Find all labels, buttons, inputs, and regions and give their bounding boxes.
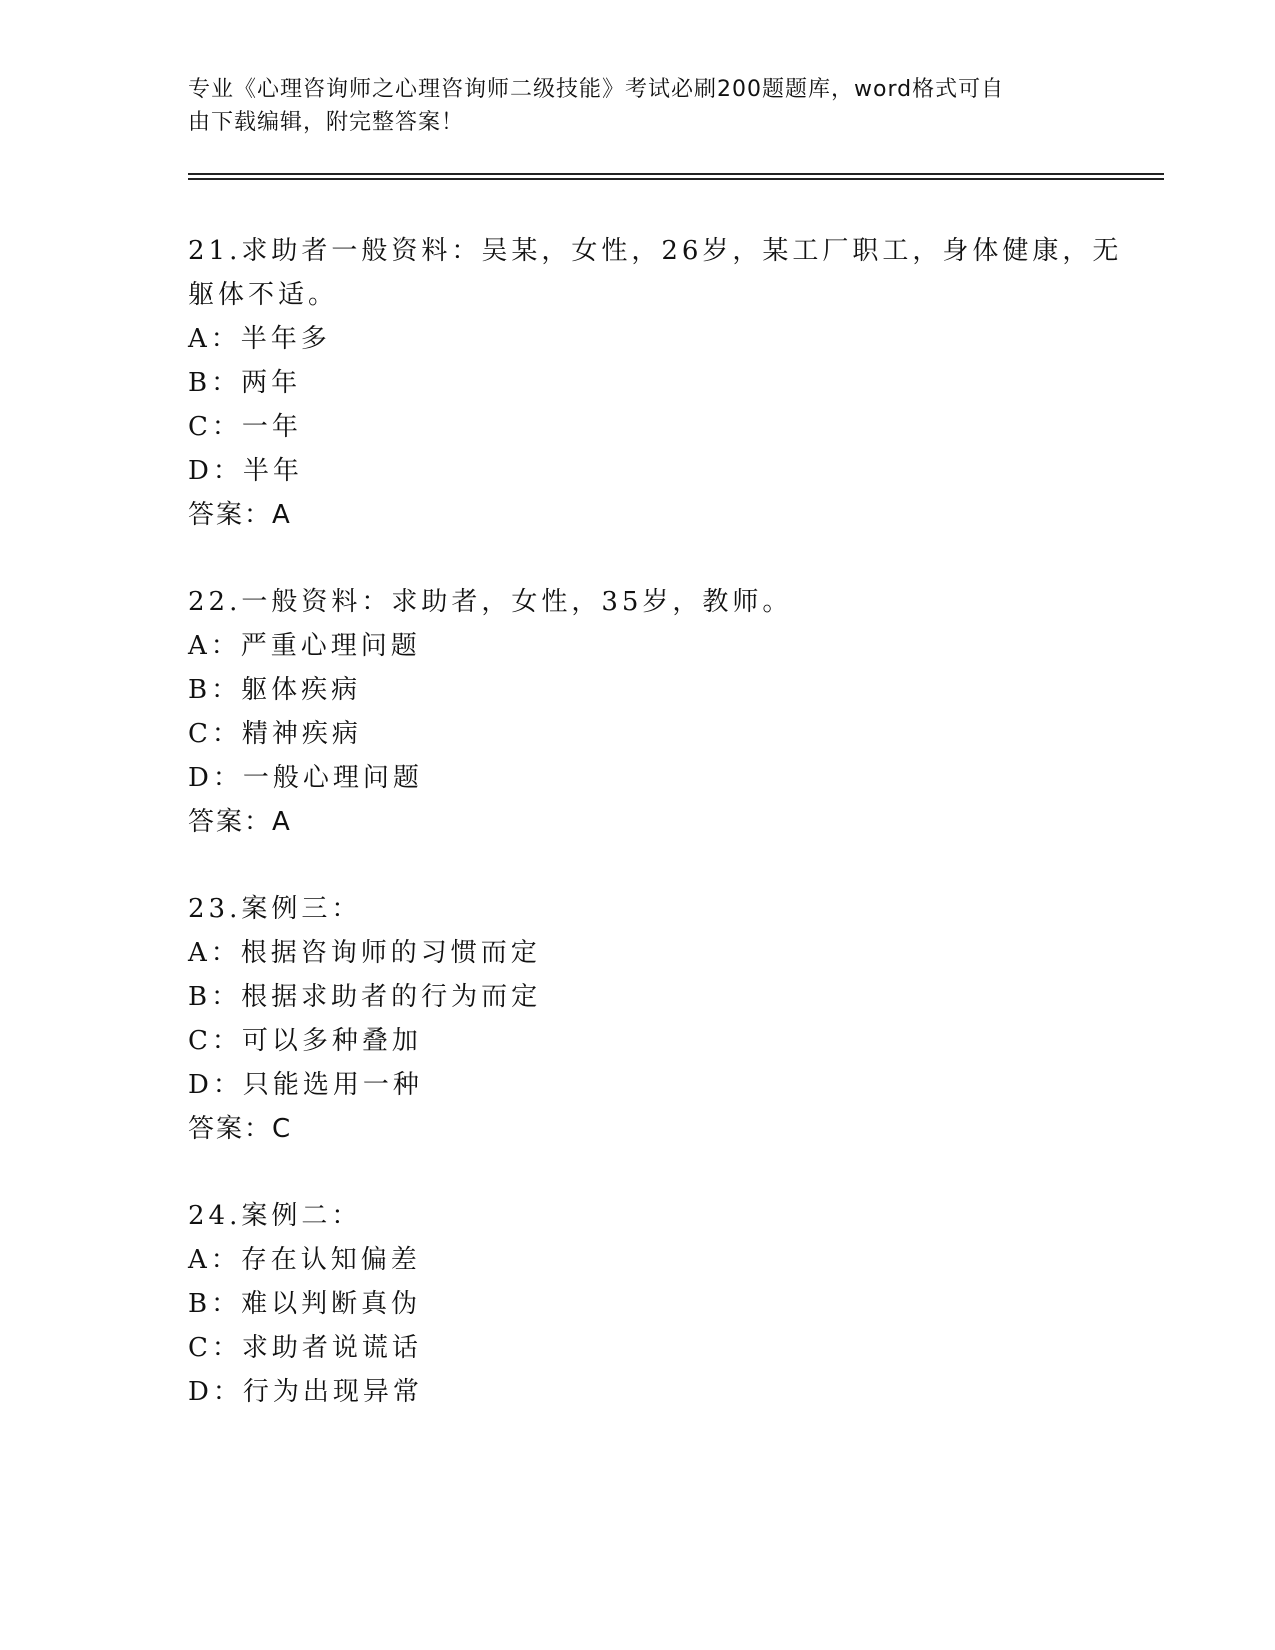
option-a: A：存在认知偏差 xyxy=(188,1245,421,1275)
header-text-line-1: 专业《心理咨询师之心理咨询师二级技能》考试必刷200题题库，word格式可自 xyxy=(188,77,1005,102)
option-d: D：半年 xyxy=(188,456,303,486)
option-d: D：一般心理问题 xyxy=(188,763,423,793)
answer-line: 答案：A xyxy=(188,500,292,530)
option-a: A：严重心理问题 xyxy=(188,631,421,661)
header-divider-bottom xyxy=(188,178,1164,180)
option-c: C：一年 xyxy=(188,412,302,442)
option-c: C：精神疾病 xyxy=(188,719,362,749)
option-b: B：两年 xyxy=(188,368,302,398)
header-text-line-2: 由下载编辑，附完整答案！ xyxy=(188,110,465,135)
question-stem: 22.一般资料：求助者，女性，35岁，教师。 xyxy=(188,587,793,617)
option-b: B：根据求助者的行为而定 xyxy=(188,982,542,1012)
option-b: B：难以判断真伪 xyxy=(188,1289,422,1319)
answer-line: 答案：C xyxy=(188,1114,293,1144)
option-a: A：半年多 xyxy=(188,324,331,354)
question-stem: 24.案例二： xyxy=(188,1201,362,1231)
option-d: D：行为出现异常 xyxy=(188,1377,423,1407)
option-c: C：求助者说谎话 xyxy=(188,1333,422,1363)
question-stem-continued: 躯体不适。 xyxy=(188,280,339,310)
option-b: B：躯体疾病 xyxy=(188,675,362,705)
option-d: D：只能选用一种 xyxy=(188,1070,423,1100)
question-stem: 21.求助者一般资料：吴某，女性，26岁，某工厂职工，身体健康，无 xyxy=(188,236,1123,266)
header-divider-top xyxy=(188,173,1164,175)
option-a: A：根据咨询师的习惯而定 xyxy=(188,938,541,968)
question-stem: 23.案例三： xyxy=(188,894,362,924)
answer-line: 答案：A xyxy=(188,807,292,837)
option-c: C：可以多种叠加 xyxy=(188,1026,422,1056)
